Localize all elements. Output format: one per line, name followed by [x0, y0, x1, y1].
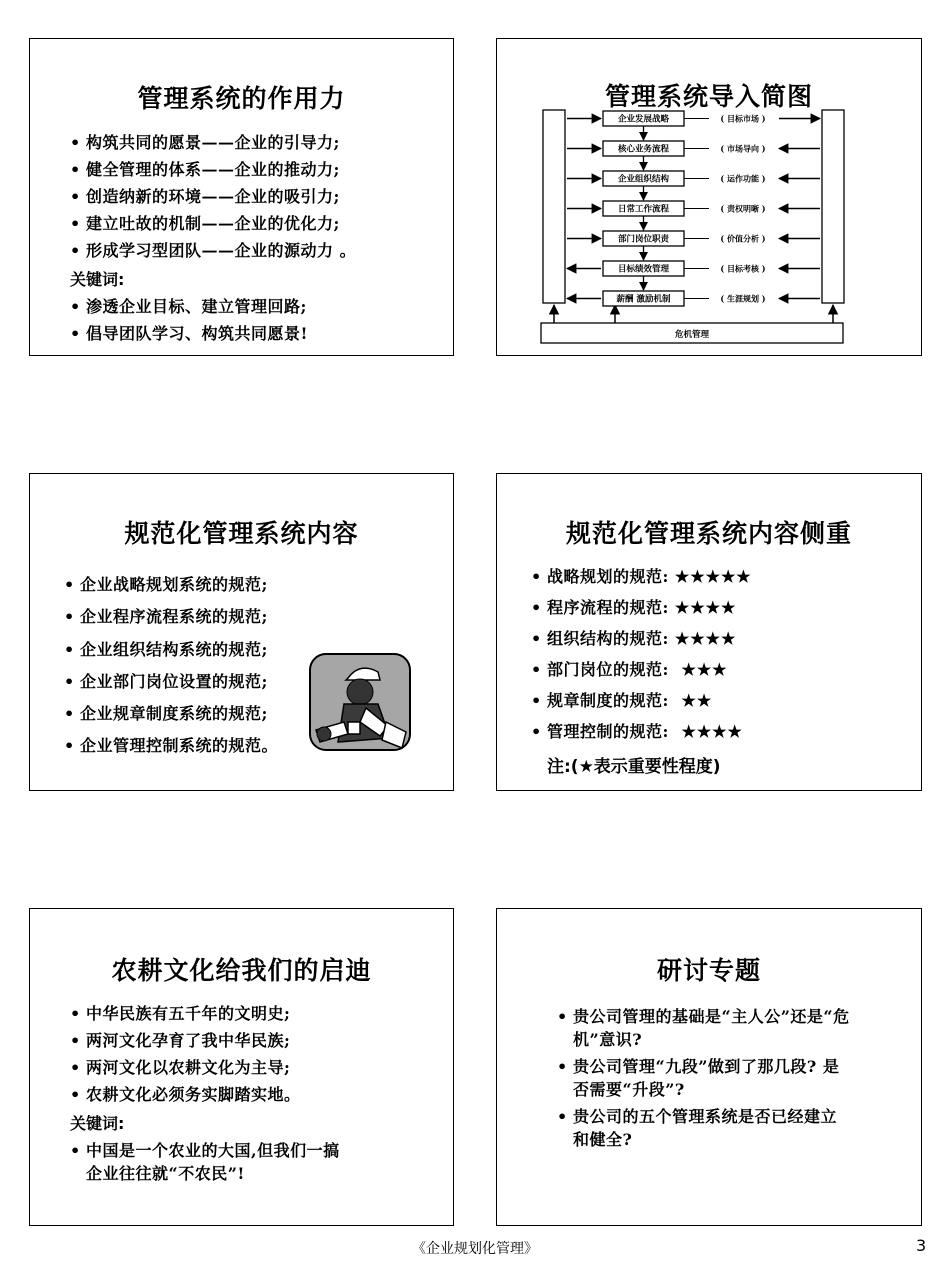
bullet-icon: • [531, 660, 542, 679]
process-note: ( 目标考核 ) [720, 263, 766, 274]
left-bar [543, 110, 565, 303]
bullet-item: • 农耕文化必须务实脚踏实地。 [70, 1085, 301, 1104]
bullet-icon: • [557, 1107, 568, 1126]
priority-item: • 程序流程的规范: ★★★★ [531, 598, 737, 617]
bullet-item: • 形成学习型团队——企业的源动力 。 [70, 241, 357, 260]
priority-item: • 规章制度的规范: ★★ [531, 691, 713, 710]
star-rating: ★★★★ [674, 722, 743, 741]
star-rating: ★★★★ [674, 629, 737, 648]
slide-title: 规范化管理系统内容 [124, 519, 359, 548]
bullet-icon: • [70, 160, 81, 179]
bullet-icon: • [70, 297, 81, 316]
bullet-item: • 企业规章制度系统的规范; [64, 704, 268, 723]
topic-item: • 贵公司管理的基础是“主人公”还是“危 [557, 1007, 850, 1026]
slide-title: 管理系统导入简图 [604, 82, 813, 111]
worker-clipart-icon [308, 652, 412, 752]
topic-item: • 贵公司管理“九段”做到了那几段? 是 [557, 1057, 840, 1076]
priority-item: • 部门岗位的规范: ★★★ [531, 660, 728, 679]
bullet-item: • 倡导团队学习、构筑共同愿景! [70, 324, 309, 343]
process-label: 企业发展战略 [617, 114, 670, 125]
management-system-diagram [497, 39, 921, 355]
topic-item-cont: 和健全? [573, 1130, 633, 1149]
priority-item: • 战略规划的规范: ★★★★★ [531, 567, 752, 586]
process-label: 部门岗位职责 [617, 234, 670, 245]
slide-6 [496, 908, 922, 1226]
bullet-icon: • [531, 567, 542, 586]
bullet-item: • 两河文化以农耕文化为主导; [70, 1058, 291, 1077]
process-label: 日常工作流程 [617, 204, 670, 215]
bullet-icon: • [70, 214, 81, 233]
bullet-icon: • [64, 640, 75, 659]
bullet-item: • 创造纳新的环境——企业的吸引力; [70, 187, 340, 206]
diagram-row [567, 111, 820, 140]
process-label: 薪酬 激励机制 [616, 294, 671, 305]
bullet-icon: • [531, 722, 542, 741]
slide-1 [29, 38, 454, 356]
bullet-item: • 企业管理控制系统的规范。 [64, 736, 279, 755]
slide-title: 研讨专题 [656, 956, 761, 985]
bullet-item: • 建立吐故的机制——企业的优化力; [70, 214, 340, 233]
process-note: ( 价值分析 ) [720, 233, 766, 244]
bullet-icon: • [70, 1031, 81, 1050]
process-note: ( 市场导向 ) [720, 143, 766, 154]
right-bar [822, 110, 844, 303]
diagram-row [567, 291, 820, 306]
bullet-icon: • [557, 1007, 568, 1026]
bullet-item: • 构筑共同的愿景——企业的引导力; [70, 133, 340, 152]
bullet-icon: • [64, 672, 75, 691]
bullet-icon: • [557, 1057, 568, 1076]
bullet-icon: • [70, 133, 81, 152]
keyword-item: • 中国是一个农业的大国,但我们一搞 [70, 1141, 340, 1160]
bullet-item: • 健全管理的体系——企业的推动力; [70, 160, 340, 179]
star-rating: ★★ [674, 691, 713, 710]
bullet-icon: • [531, 598, 542, 617]
star-rating: ★★★★★ [674, 567, 752, 586]
document-footer: 《企业规划化管理》 [412, 1241, 538, 1257]
bullet-icon: • [70, 241, 81, 260]
page-number: 3 [916, 1236, 927, 1255]
bullet-icon: • [531, 691, 542, 710]
process-label: 核心业务流程 [617, 144, 670, 155]
slide-5 [29, 908, 454, 1226]
diagram-row [567, 231, 820, 260]
bullet-icon: • [64, 736, 75, 755]
process-note: ( 生涯规划 ) [720, 293, 766, 304]
diagram-row [567, 201, 820, 230]
process-label: 企业组织结构 [617, 174, 670, 185]
bullet-item: • 企业部门岗位设置的规范; [64, 672, 268, 691]
topic-item-cont: 机”意识? [573, 1030, 643, 1049]
crisis-label: 危机管理 [674, 330, 710, 340]
keyword-item-cont: 企业往往就“不农民”! [86, 1164, 245, 1183]
bullet-item: • 渗透企业目标、建立管理回路; [70, 297, 307, 316]
bullet-icon: • [70, 187, 81, 206]
slide-3 [29, 473, 454, 791]
process-note: ( 责权明晰 ) [720, 203, 766, 214]
slide-4 [496, 473, 922, 791]
slide-title: 农耕文化给我们的启迪 [111, 956, 372, 985]
bullet-icon: • [70, 1004, 81, 1023]
priority-note: 注:(★表示重要性程度) [547, 757, 721, 777]
bullet-icon: • [64, 704, 75, 723]
priority-item: • 管理控制的规范: ★★★★ [531, 722, 743, 741]
star-rating: ★★★ [674, 660, 728, 679]
bullet-icon: • [64, 607, 75, 626]
process-label: 目标绩效管理 [617, 264, 670, 275]
topic-item-cont: 否需要“升段”? [573, 1080, 685, 1099]
bullet-icon: • [64, 575, 75, 594]
diagram-row [567, 171, 820, 200]
diagram-rows [567, 111, 820, 306]
priority-item: • 组织结构的规范: ★★★★ [531, 629, 737, 648]
slide-title: 规范化管理系统内容侧重 [565, 519, 852, 548]
bullet-item: • 企业组织结构系统的规范; [64, 640, 268, 659]
bullet-item: • 中华民族有五千年的文明史; [70, 1004, 291, 1023]
bullet-icon: • [531, 629, 542, 648]
bullet-icon: • [70, 1141, 81, 1160]
process-note: ( 目标市场 ) [720, 113, 766, 124]
bullet-icon: • [70, 1058, 81, 1077]
diagram-row [567, 141, 820, 170]
bullet-item: • 企业程序流程系统的规范; [64, 607, 268, 626]
bullet-item: • 企业战略规划系统的规范; [64, 575, 268, 594]
keyword-label: 关键词: [70, 1114, 125, 1133]
slide-title: 管理系统的作用力 [137, 84, 346, 113]
keyword-label: 关键词: [70, 270, 125, 289]
bullet-icon: • [70, 1085, 81, 1104]
bullet-item: • 两河文化孕育了我中华民族; [70, 1031, 291, 1050]
slide-2 [496, 38, 922, 356]
topic-item: • 贵公司的五个管理系统是否已经建立 [557, 1107, 838, 1126]
star-rating: ★★★★ [674, 598, 737, 617]
diagram-row [567, 261, 820, 290]
process-note: ( 运作功能 ) [720, 173, 766, 184]
bullet-icon: • [70, 324, 81, 343]
